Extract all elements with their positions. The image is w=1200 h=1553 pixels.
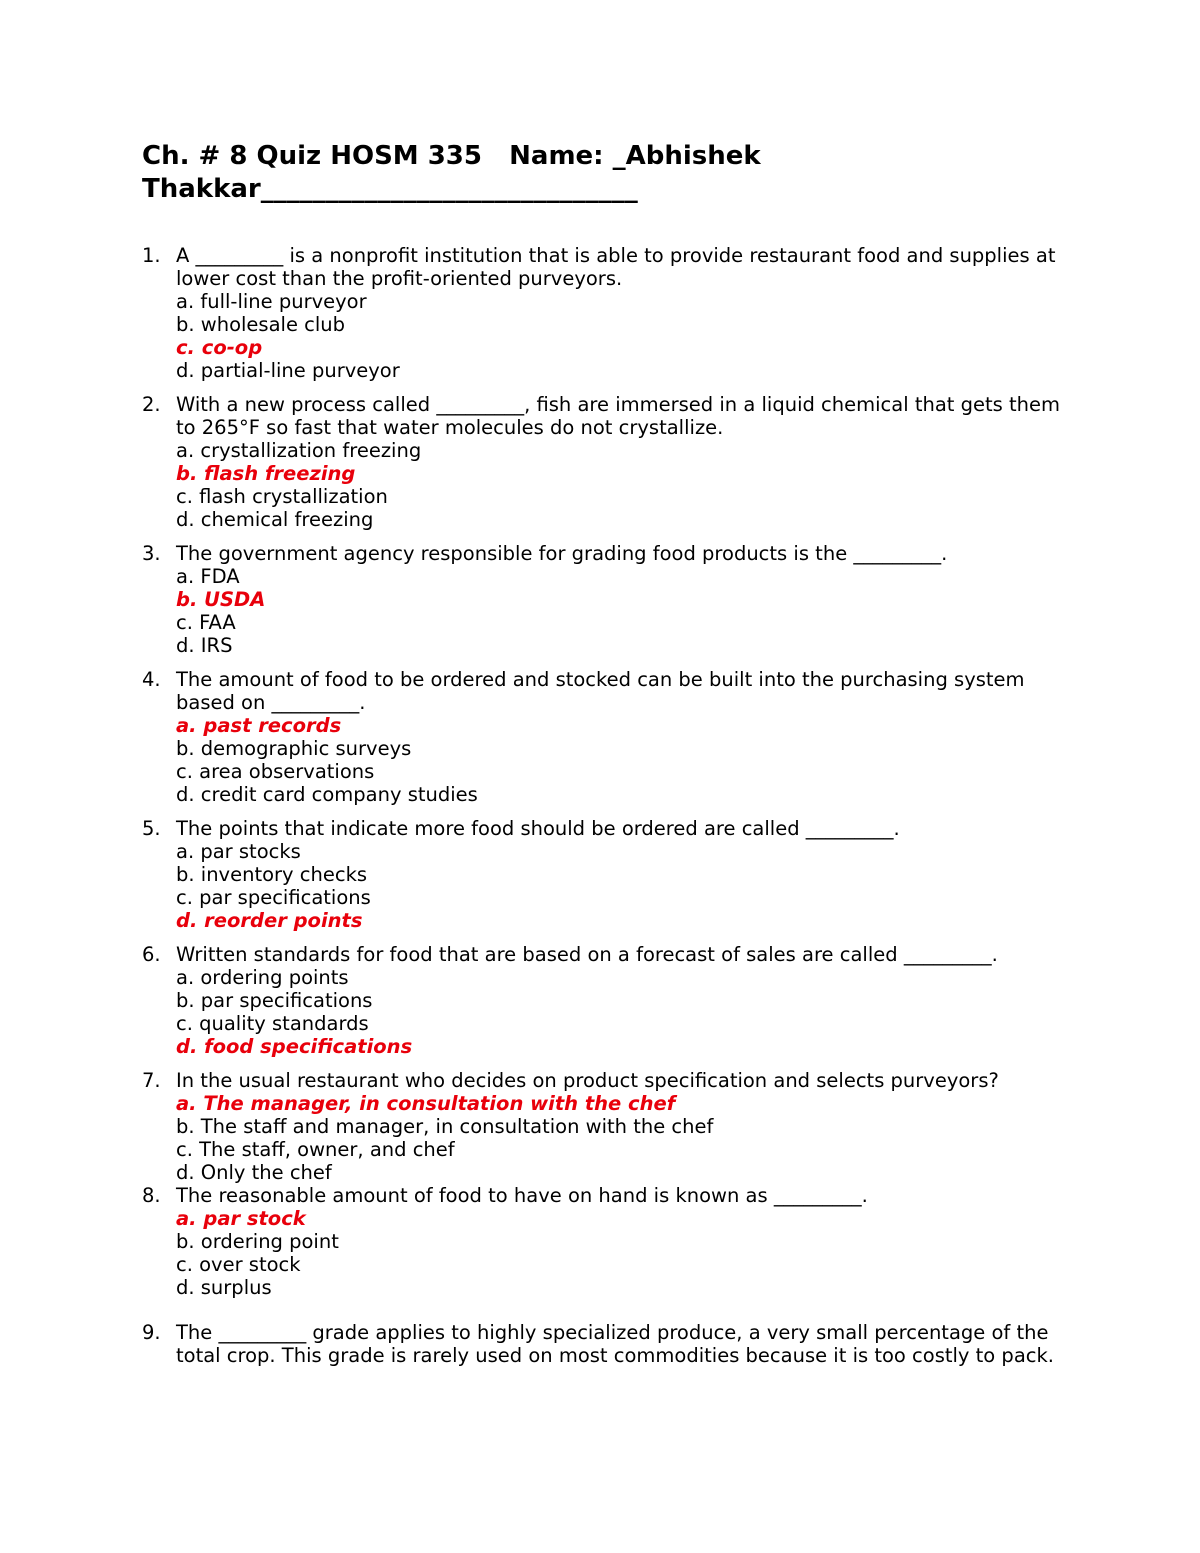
question-text: Written standards for food that are based on a forecast of sales are called _________. bbox=[176, 943, 998, 966]
answer-option: c. par specifications bbox=[176, 886, 371, 909]
question-text: A _________ is a nonprofit institution that is able to provide restaurant food and supplies at lower cost than the profit-oriented purveyors. bbox=[176, 244, 1056, 290]
question-3 bbox=[142, 542, 1062, 657]
question-4 bbox=[142, 668, 1062, 806]
answer-option: d. chemical freezing bbox=[176, 508, 374, 531]
answer-option-selected: d. food specifications bbox=[176, 1035, 413, 1058]
quiz-page bbox=[142, 140, 1062, 1367]
answer-option-selected: a. par stock bbox=[176, 1207, 306, 1230]
question-number: 3. bbox=[142, 542, 161, 565]
answer-option: c. quality standards bbox=[176, 1012, 369, 1035]
answer-option-selected: d. reorder points bbox=[176, 909, 363, 932]
question-text: The amount of food to be ordered and stocked can be built into the purchasing system based on _________. bbox=[176, 668, 1025, 714]
answer-option: a. crystallization freezing bbox=[176, 439, 422, 462]
question-text: With a new process called _________, fish are immersed in a liquid chemical that gets them to 265°F so fast that water molecules do not crystallize. bbox=[176, 393, 1061, 439]
answer-option: a. par stocks bbox=[176, 840, 301, 863]
question-number: 6. bbox=[142, 943, 161, 966]
question-text: The _________ grade applies to highly specialized produce, a very small percentage of the total crop. This grade is rarely used on most commodities because it is too costly to pack. bbox=[176, 1321, 1054, 1367]
answer-option-selected: a. past records bbox=[176, 714, 342, 737]
question-number: 1. bbox=[142, 244, 161, 267]
answer-option: a. full-line purveyor bbox=[176, 290, 367, 313]
answer-option: b. demographic surveys bbox=[176, 737, 412, 760]
question-text: The reasonable amount of food to have on hand is known as _________. bbox=[176, 1184, 868, 1207]
answer-option-selected: c. co-op bbox=[176, 336, 263, 359]
answer-option: d. Only the chef bbox=[176, 1161, 332, 1184]
question-number: 2. bbox=[142, 393, 161, 416]
answer-option: c. area observations bbox=[176, 760, 375, 783]
answer-option: c. over stock bbox=[176, 1253, 301, 1276]
answer-option: b. ordering point bbox=[176, 1230, 339, 1253]
question-1 bbox=[142, 244, 1062, 382]
question-2 bbox=[142, 393, 1062, 531]
answer-option: a. FDA bbox=[176, 565, 240, 588]
answer-option: d. IRS bbox=[176, 634, 233, 657]
answer-option-selected: a. The manager, in consultation with the chef bbox=[176, 1092, 676, 1115]
answer-option: d. surplus bbox=[176, 1276, 272, 1299]
answer-option: d. credit card company studies bbox=[176, 783, 478, 806]
answer-option: b. wholesale club bbox=[176, 313, 346, 336]
question-5 bbox=[142, 817, 1062, 932]
answer-option: b. The staff and manager, in consultation with the chef bbox=[176, 1115, 714, 1138]
question-text: The government agency responsible for grading food products is the _________. bbox=[176, 542, 948, 565]
answer-option-selected: b. flash freezing bbox=[176, 462, 356, 485]
question-number: 4. bbox=[142, 668, 161, 691]
answer-option: b. par specifications bbox=[176, 989, 373, 1012]
question-9 bbox=[142, 1321, 1062, 1367]
question-8 bbox=[142, 1184, 1062, 1299]
answer-option: b. inventory checks bbox=[176, 863, 368, 886]
question-text: The points that indicate more food should be ordered are called _________. bbox=[176, 817, 900, 840]
question-number: 7. bbox=[142, 1069, 161, 1092]
answer-option: c. flash crystallization bbox=[176, 485, 388, 508]
answer-option: d. partial-line purveyor bbox=[176, 359, 400, 382]
answer-option: c. FAA bbox=[176, 611, 236, 634]
question-number: 9. bbox=[142, 1321, 161, 1344]
question-text: In the usual restaurant who decides on product specification and selects purveyors? bbox=[176, 1069, 999, 1092]
question-7 bbox=[142, 1069, 1062, 1184]
question-6 bbox=[142, 943, 1062, 1058]
answer-option-selected: b. USDA bbox=[176, 588, 266, 611]
page-title: Ch. # 8 Quiz HOSM 335 Name: _Abhishek Thakkar_____________________________ bbox=[142, 141, 770, 204]
question-list bbox=[142, 244, 1062, 1367]
answer-option: a. ordering points bbox=[176, 966, 349, 989]
answer-option: c. The staff, owner, and chef bbox=[176, 1138, 455, 1161]
question-number: 8. bbox=[142, 1184, 161, 1207]
question-number: 5. bbox=[142, 817, 161, 840]
